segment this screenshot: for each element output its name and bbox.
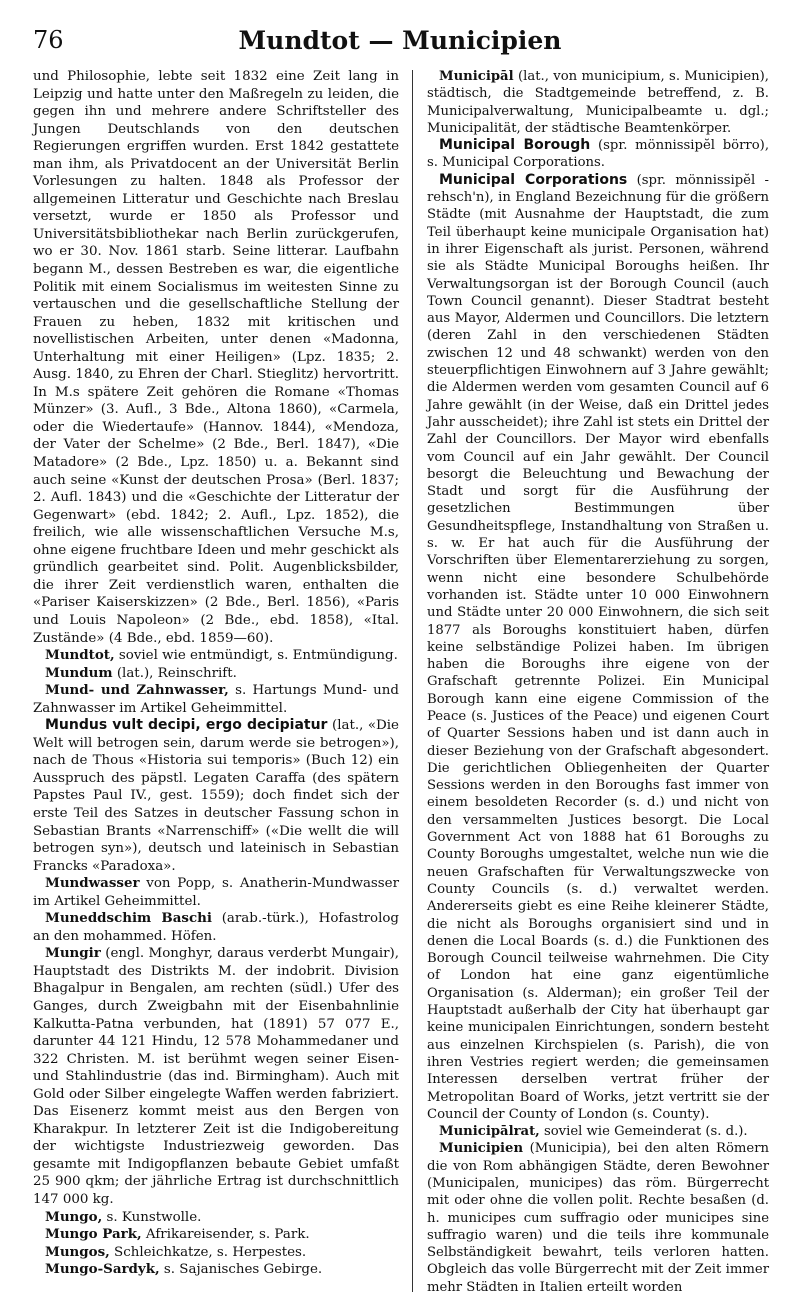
entry-headword: Mungo Park, bbox=[45, 1226, 142, 1243]
dictionary-entry bbox=[33, 1244, 399, 1262]
entry-text: (spr. mönnissipĕl börro), s. Municipal Corporations. bbox=[427, 138, 770, 171]
running-head: Mundtot — Municipien bbox=[238, 26, 562, 55]
entry-text: Afrikareisender, s. Park. bbox=[141, 1227, 310, 1243]
entry-text: (lat., von municipium, s. Municipien), städtisch, die Stadtgemeinde betreffend, z. B. Municipalverwaltung, Municipalbeamte u. dgl.; Municipalität, der städtische Beamtenkörper. bbox=[427, 69, 769, 136]
entry-headword: Mundtot, bbox=[45, 647, 115, 664]
entry-text: (Municipia), bei den alten Römern die von Rom abhängigen Städte, deren Bewohner (Municipalen, municipes) das röm. Bürgerrecht mit oder ohne die vollen polit. Rechte besaßen (d. h. municipes cum suffragio oder municipes sine suffragio waren) und die teils ihre kommunale Selbständigkeit bewahrt, teils verloren hatten. Obgleich das volle Bürgerrecht mit der Zeit immer mehr Städten in Italien erteilt worden bbox=[427, 1141, 769, 1295]
dictionary-entry bbox=[33, 68, 399, 647]
entry-text: (spr. mönnissipĕl -rehsch'n), in England Bezeichnung für die größern Städte (mit Ausnahme der Hauptstadt, die zum Teil überhaupt keine municipale Organisation hat) in ihrer Eigenschaft als jurist. Personen, während sie als Städte Municipal Boroughs heißen. Ihr Verwaltungsorgan ist der Borough Council (auch Town Council genannt). Dieser Stadtrat besteht aus Mayor, Aldermen und Councillors. Die letztern (deren Zahl in den verschiedenen Städten zwischen 12 und 48 schwankt) werden von den steuerpflichtigen Einwohnern auf 3 Jahre gewählt; die Aldermen werden vom gesamten Council auf 6 Jahre gewählt (in der Weise, daß ein Drittel jedes Jahr ausscheidet); ihre Zahl ist stets ein Drittel der Zahl der Councillors. Der Mayor wird ebenfalls vom Council auf ein Jahr gewählt. Der Council besorgt die Beleuchtung und Bewachung der Stadt und sorgt für die Ausführung der gesetzlichen Bestimmungen über Gesundheitspflege, Instandhaltung von Straßen u. s. w. Er hat auch für die Ausführung der Vorschriften über Elementarerziehung zu sorgen, wenn nicht eine besondere Schulbehörde vorhanden ist. Städte unter 10 000 Einwohnern und Städte unter 20 000 Einwohnern, die sich seit 1877 als Boroughs konstituiert haben, dürfen keine selbständige Polizei haben. Im übrigen haben die Boroughs ihre eigene von der Grafschaft getrennte Polizei. Ein Municipal Borough kann eine eigene Commission of the Peace (s. Justices of the Peace) und eigenen Court of Quarter Sessions haben und ist dann auch in dieser Beziehung von der Grafschaft abgesondert. Die gerichtlichen Obliegenheiten der Quarter Sessions werden in den Boroughs fast immer von einem besoldeten Recorder (s. d.) und nicht von den versammelten Justices besorgt. Die Local Government Act von 1888 hat 61 Boroughs zu County Boroughs umgestaltet, welche nun wie die neuen Grafschaften für Verwaltungszwecke von County Councils (s. d.) verwaltet werden. Andererseits giebt es eine Reihe kleinerer Städte, die nicht als Boroughs organisiert sind und in denen die Local Boards (s. d.) die Funktionen des Borough Council teilweise wahrnehmen. Die City of London hat eine ganz eigentümliche Organisation (s. Alderman); ein großer Teil der Hauptstadt außerhalb der City hat überhaupt gar keine municipalen Einrichtungen, sondern besteht aus einzelnen Kirchspielen (s. Parish), die von ihren Vestries regiert werden; die gemeinsamen Interessen derselben vertrat früher der Metropolitan Board of Works, jetzt vertritt sie der Council der County of London (s. County). bbox=[427, 172, 769, 1122]
entry-headword: Mundwasser bbox=[45, 875, 140, 892]
entry-text: s. Hartungs Mund- und Zahnwasser im Artikel Geheimmittel. bbox=[33, 683, 399, 716]
dictionary-entry bbox=[33, 717, 399, 875]
entry-text: soviel wie Gemeinderat (s. d.). bbox=[539, 1124, 748, 1140]
dictionary-entry bbox=[33, 665, 399, 683]
column-divider bbox=[412, 70, 413, 1292]
entry-headword: Mungo-Sardyk, bbox=[45, 1261, 160, 1278]
dictionary-entry bbox=[33, 910, 399, 945]
entry-headword: Municipāl bbox=[439, 69, 514, 84]
page-header bbox=[33, 26, 767, 60]
entry-text: s. Kunstwolle. bbox=[102, 1209, 202, 1225]
dictionary-entry bbox=[427, 1123, 769, 1140]
entry-headword: Mungos, bbox=[45, 1243, 110, 1260]
entry-headword: Mundum bbox=[45, 664, 113, 681]
entry-headword: Mungo, bbox=[45, 1208, 103, 1225]
entry-headword: Municipal Borough bbox=[439, 137, 591, 154]
entry-text: s. Sajanisches Gebirge. bbox=[159, 1262, 323, 1278]
entry-headword: Mund- und Zahnwasser, bbox=[45, 682, 229, 699]
dictionary-entry bbox=[427, 68, 769, 137]
entry-text: (engl. Monghyr, daraus verderbt Mungair), Hauptstadt des Distrikts M. der indobrit. Division Bhagalpur in Bengalen, am rechten (südl.) Ufer des Ganges, durch Zweigbahn mit der Eisenbahnlinie Kalkutta-Patna verbunden, hat (1891) 57 077 E., darunter 44 121 Hindu, 12 578 Mohammedaner und 322 Christen. M. ist berühmt wegen seiner Eisen- und Stahlindustrie (das ind. Birmingham). Auch mit Gold oder Silber eingelegte Waffen werden fabriziert. Das Eisenerz kommt meist aus den Bergen von Kharakpur. In letzterer Zeit ist die Indigobereitung der wichtigste Industriezweig geworden. Das gesamte mit Indigopflanzen bebaute Gebiet umfaßt 25 900 qkm; der jährliche Ertrag ist durchschnittlich 147 000 kg. bbox=[33, 946, 399, 1207]
entry-headword: Municipien bbox=[439, 1141, 524, 1157]
dictionary-entry bbox=[427, 172, 769, 1123]
dictionary-entry bbox=[33, 682, 399, 717]
dictionary-entry bbox=[33, 875, 399, 910]
entry-text: Schleichkatze, s. Herpestes. bbox=[109, 1244, 307, 1260]
dictionary-entry bbox=[33, 1261, 399, 1279]
entry-text: soviel wie entmündigt, s. Entmündigung. bbox=[114, 648, 398, 664]
entry-headword: Mundus vult decipi, ergo decipiatur bbox=[45, 717, 328, 734]
dictionary-entry bbox=[33, 647, 399, 665]
entry-text: von Popp, s. Anatherin-Mundwasser im Artikel Geheimmittel. bbox=[33, 876, 399, 909]
entry-headword: Mungir bbox=[45, 945, 101, 962]
entry-text: (arab.-türk.), Hofastrolog an den mohammed. Höfen. bbox=[33, 911, 399, 944]
entry-text: (lat.), Reinschrift. bbox=[112, 665, 237, 681]
entry-headword: Muneddschim Baschi bbox=[45, 910, 212, 927]
entry-text: (lat., «Die Welt will betrogen sein, darum werde sie betrogen»), nach de Thous «Historia sui temporis» (Buch 12) ein Ausspruch des päpstl. Legaten Caraffa (des spätern Papstes Paul IV., gest. 1559); doch findet sich der erste Teil des Satzes in deutscher Fassung schon in Sebastian Brants «Narrenschiff» («Die wellt die will betrogen syn»), deutsch und lateinisch in Sebastian Francks «Paradoxa». bbox=[33, 718, 399, 874]
dictionary-entry bbox=[33, 945, 399, 1208]
left-column bbox=[33, 68, 399, 1279]
entry-text: und Philosophie, lebte seit 1832 eine Zeit lang in Leipzig und hatte unter den Maßregeln zu leiden, die gegen ihn und mehrere andere Schriftsteller des Jungen Deutschlands von den deutschen Regierungen ergriffen wurden. Erst 1842 gestattete man ihm, als Privatdocent an der Universität Berlin Vorlesungen zu halten. 1848 als Professor der allgemeinen Litteratur und Geschichte nach Breslau versetzt, wurde er 1850 als Professor und Universitätsbibliothekar nach Berlin zurückgerufen, wo er 30. Nov. 1861 starb. Seine litterar. Laufbahn begann M., dessen Bestreben es war, die eigentliche Politik mit einem Socialismus im weitesten Sinne zu vertauschen und die gesellschaftliche Stellung der Frauen zu heben, 1832 mit kritischen und novellistischen Arbeiten, unter denen «Madonna, Unterhaltung mit einer Heiligen» (Lpz. 1835; 2. Ausg. 1840, zu Ehren der Charl. Stieglitz) hervortritt. In M.s spätere Zeit gehören die Romane «Thomas Münzer» (3. Aufl., 3 Bde., Altona 1860), «Carmela, oder die Wiedertaufe» (Hannov. 1844), «Mendoza, der Vater der Schelme» (2 Bde., Berl. 1847), «Die Matadore» (2 Bde., Lpz. 1850) u. a. Bekannt sind auch seine «Kunst der deutschen Prosa» (Berl. 1837; 2. Aufl. 1843) und die «Geschichte der Litteratur der Gegenwart» (ebd. 1842; 2. Aufl., Lpz. 1852), die freilich, wie alle wissenschaftlichen Versuche M.s, ohne eigene fruchtbare Ideen und mehr geschickt als gründlich gearbeitet sind. Polit. Augenblicksbilder, die ihrer Zeit verdienstlich waren, enthalten die «Pariser Kaiserskizzen» (2 Bde., Berl. 1856), «Paris und Louis Napoleon» (2 Bde., ebd. 1858), «Ital. Zustände» (4 Bde., ebd. 1859—60). bbox=[33, 69, 399, 646]
dictionary-entry bbox=[427, 137, 769, 172]
entry-headword: Municipal Corporations bbox=[439, 171, 628, 188]
page-number: 76 bbox=[33, 26, 64, 54]
dictionary-entry bbox=[427, 1140, 769, 1296]
dictionary-entry bbox=[33, 1226, 399, 1244]
dictionary-entry bbox=[33, 1209, 399, 1227]
right-column bbox=[427, 68, 769, 1296]
entry-headword: Municipālrat, bbox=[439, 1124, 540, 1140]
